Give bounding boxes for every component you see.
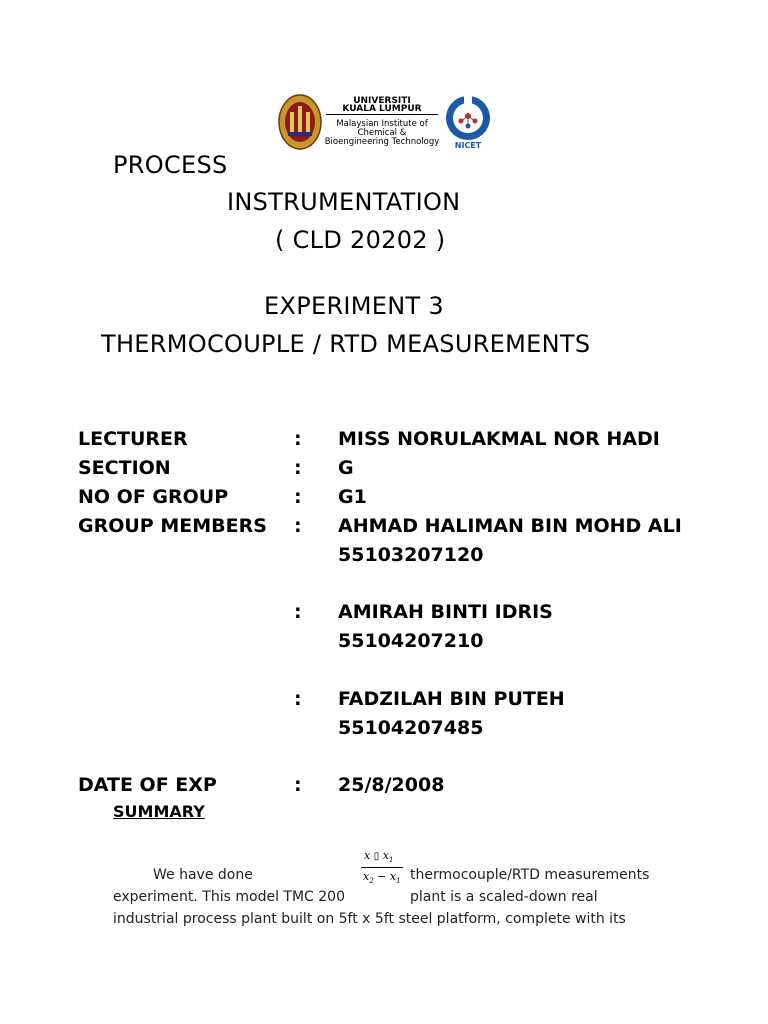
member-1-name: AHMAD HALIMAN BIN MOHD ALI bbox=[338, 515, 682, 537]
title-experiment-topic: THERMOCOUPLE / RTD MEASUREMENTS bbox=[101, 330, 591, 358]
formula-numerator-sub: 1 bbox=[388, 856, 394, 865]
date-label: DATE OF EXP bbox=[78, 774, 217, 796]
lecturer-label: LECTURER bbox=[78, 428, 188, 450]
formula-numerator-x: x bbox=[364, 849, 371, 862]
section-label: SECTION bbox=[78, 457, 171, 479]
nicet-logo-text: NICET bbox=[454, 141, 482, 150]
members-label: GROUP MEMBERS bbox=[78, 515, 267, 537]
group-label: NO OF GROUP bbox=[78, 486, 229, 508]
summary-heading: SUMMARY bbox=[113, 802, 205, 821]
formula-denominator-op: − x bbox=[373, 870, 397, 883]
summary-line2-end: plant is a scaled-down real bbox=[410, 889, 598, 905]
group-colon: : bbox=[294, 486, 302, 508]
university-name-line2: KUALA LUMPUR bbox=[342, 104, 422, 114]
member-2-colon: : bbox=[294, 601, 302, 623]
member-3-name: FADZILAH BIN PUTEH bbox=[338, 688, 565, 710]
embedded-formula: x ▯ $x_1$ $x_2 - x_1$ bbox=[358, 846, 408, 888]
university-name-line1: UNIVERSITI bbox=[353, 96, 411, 106]
member-1-id: 55103207120 bbox=[338, 544, 484, 566]
section-colon: : bbox=[294, 457, 302, 479]
member-1-colon: : bbox=[294, 515, 302, 537]
unikl-crest-logo bbox=[278, 94, 322, 150]
summary-line2-start: experiment. This model TMC 200 bbox=[113, 889, 345, 905]
institute-line3: Bioengineering Technology bbox=[324, 137, 440, 147]
member-2-name: AMIRAH BINTI IDRIS bbox=[338, 601, 553, 623]
formula-denominator-sub2: 2 bbox=[369, 877, 374, 886]
lecturer-value: MISS NORULAKMAL NOR HADI bbox=[338, 428, 660, 450]
formula-numerator-x1: x bbox=[382, 849, 389, 862]
date-colon: : bbox=[294, 774, 302, 796]
summary-line3: industrial process plant built on 5ft x 5ft steel platform, complete with its bbox=[113, 911, 626, 927]
date-value: 25/8/2008 bbox=[338, 774, 445, 796]
fraction-bar bbox=[361, 867, 403, 868]
title-experiment: EXPERIMENT 3 bbox=[264, 292, 444, 320]
member-3-colon: : bbox=[294, 688, 302, 710]
summary-line1-end: thermocouple/RTD measurements bbox=[410, 867, 650, 883]
member-2-id: 55104207210 bbox=[338, 630, 484, 652]
summary-line1-start: We have done bbox=[153, 867, 253, 883]
formula-denominator-x: x bbox=[363, 870, 370, 883]
title-instrumentation: INSTRUMENTATION bbox=[227, 188, 461, 216]
title-course-code: ( CLD 20202 ) bbox=[275, 226, 446, 254]
lecturer-colon: : bbox=[294, 428, 302, 450]
section-value: G bbox=[338, 457, 354, 479]
member-3-id: 55104207485 bbox=[338, 717, 484, 739]
header-divider bbox=[326, 114, 438, 115]
university-name-block bbox=[322, 94, 442, 150]
formula-denominator-sub1: 1 bbox=[396, 877, 401, 886]
institute-line2: Chemical & bbox=[357, 128, 407, 138]
institute-line1: Malaysian Institute of bbox=[336, 119, 428, 129]
group-value: G1 bbox=[338, 486, 367, 508]
title-process: PROCESS bbox=[113, 151, 228, 179]
nicet-logo bbox=[444, 94, 492, 152]
